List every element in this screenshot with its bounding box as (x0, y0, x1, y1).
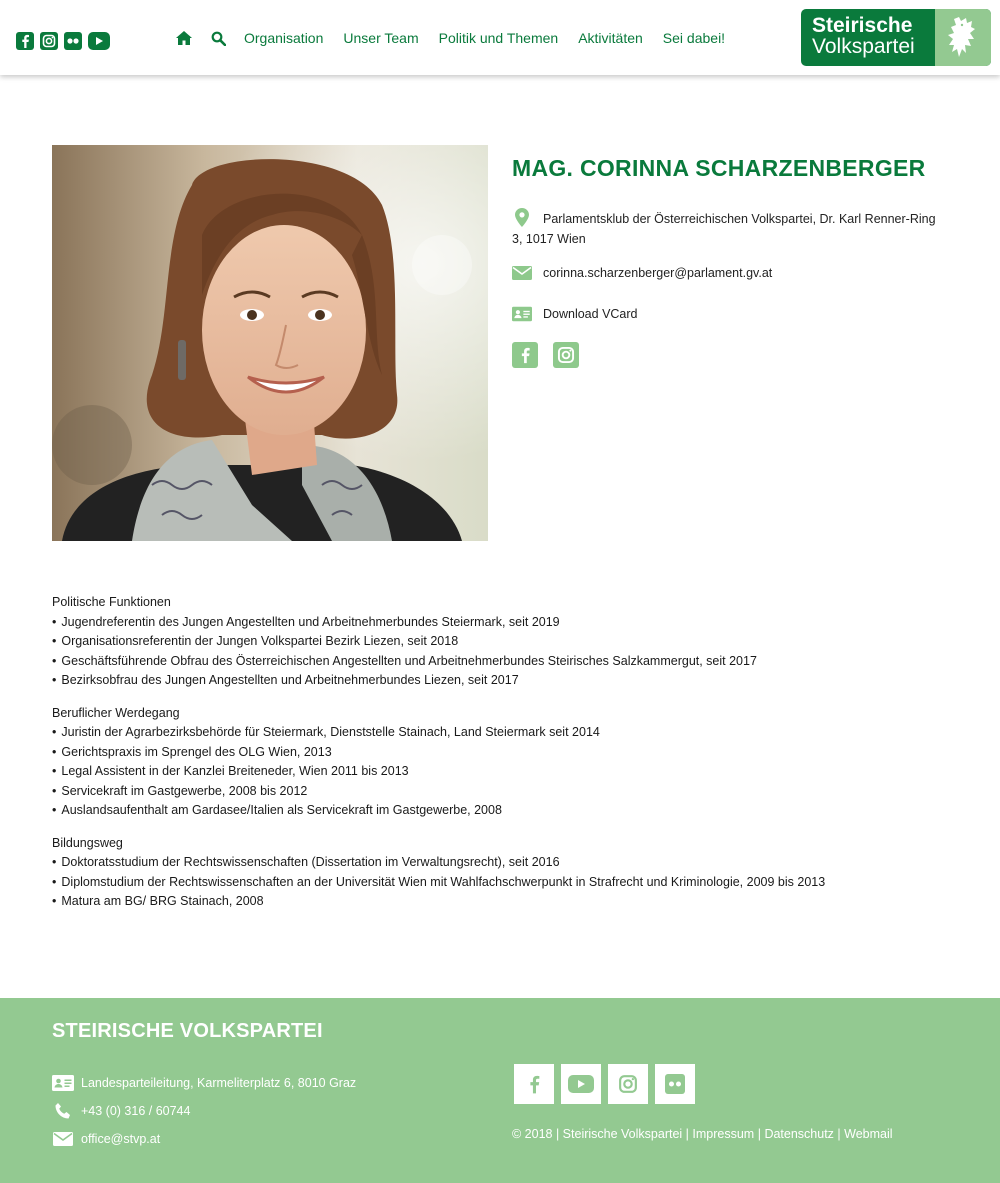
bio-list (52, 723, 952, 821)
datenschutz-link[interactable]: Datenschutz (764, 1127, 834, 1141)
bio-section-beruflicher-werdegang (52, 704, 952, 821)
nav-item-sei-dabei[interactable]: Sei dabei! (662, 30, 726, 46)
profile-social-links (512, 342, 942, 368)
bio-item: • Gerichtspraxis im Sprengel des OLG Wien, 2013 (52, 743, 952, 763)
footer-address (52, 1074, 356, 1092)
footer-links (512, 1127, 893, 1141)
instagram-icon[interactable] (40, 32, 58, 50)
footer-phone (52, 1102, 190, 1120)
webmail-link[interactable]: Webmail (844, 1127, 893, 1141)
impressum-link[interactable]: Impressum (692, 1127, 755, 1141)
facebook-icon[interactable] (16, 32, 34, 50)
flickr-icon[interactable] (64, 32, 82, 50)
bio-list (52, 853, 952, 912)
profile-vcard (512, 304, 942, 324)
bio-section-heading: Bildungsweg (52, 835, 123, 850)
map-pin-icon (512, 207, 532, 227)
nav-item-organisation[interactable]: Organisation (244, 30, 324, 46)
footer-address-text: Landesparteileitung, Karmeliterplatz 6, 8010 Graz (81, 1076, 357, 1090)
logo-line-2: Volkspartei (812, 35, 915, 58)
id-card-icon (52, 1074, 74, 1092)
youtube-icon[interactable] (561, 1064, 601, 1104)
footer-separator: | (757, 1127, 761, 1141)
nav-item-unser-team[interactable]: Unser Team (343, 30, 419, 46)
instagram-icon[interactable] (553, 342, 579, 368)
bio-item: • Jugendreferentin des Jungen Angestellten und Arbeitnehmerbundes Steiermark, seit 2019 (52, 613, 952, 633)
bio-item: • Doktoratsstudium der Rechtswissenschaften (Dissertation im Verwaltungsrecht), seit 2016 (52, 853, 952, 873)
footer-email (52, 1130, 160, 1148)
profile-name: MAG. CORINNA SCHARZENBERGER (512, 155, 926, 181)
bio-item: • Geschäftsführende Obfrau des Österreichischen Angestellten und Arbeitnehmerbundes Steirisches Salzkammergut, seit 2017 (52, 652, 952, 672)
main-navigation (176, 29, 745, 47)
profile-email-link[interactable]: corinna.scharzenberger@parlament.gv.at (543, 266, 773, 280)
bio-item: • Bezirksobfrau des Jungen Angestellten und Arbeitnehmerbundes Liezen, seit 2017 (52, 671, 952, 691)
profile-email (512, 263, 942, 283)
youtube-icon[interactable] (88, 32, 110, 50)
envelope-icon (512, 263, 532, 283)
site-header (0, 0, 1000, 75)
id-card-icon (512, 304, 532, 324)
bio-section-politische-funktionen (52, 593, 952, 691)
instagram-icon[interactable] (608, 1064, 648, 1104)
bio-section-heading: Beruflicher Werdegang (52, 705, 180, 720)
bio-item: • Legal Assistent in der Kanzlei Breiteneder, Wien 2011 bis 2013 (52, 762, 952, 782)
site-footer (0, 998, 1000, 1183)
header-social-links (16, 32, 110, 50)
phone-icon (52, 1102, 74, 1120)
panther-crest-icon (935, 9, 991, 66)
profile-address (512, 209, 942, 249)
bio-item: • Auslandsaufenthalt am Gardasee/Italien als Servicekraft im Gastgewerbe, 2008 (52, 801, 952, 821)
bio-item: • Servicekraft im Gastgewerbe, 2008 bis 2012 (52, 782, 952, 802)
footer-phone-link[interactable]: +43 (0) 316 / 60744 (81, 1104, 191, 1118)
home-icon[interactable] (176, 29, 192, 47)
search-icon[interactable] (210, 29, 226, 47)
footer-email-link[interactable]: office@stvp.at (81, 1132, 161, 1146)
bio-list (52, 613, 952, 691)
bio-section-heading: Politische Funktionen (52, 595, 171, 609)
copyright-text: © 2018 | Steirische Volkspartei (512, 1127, 683, 1141)
bio-item: • Juristin der Agrarbezirksbehörde für Steiermark, Dienststelle Stainach, Land Steiermark seit 2014 (52, 723, 952, 743)
footer-separator: | (837, 1127, 841, 1141)
profile-info (512, 155, 942, 368)
nav-item-aktivitaeten[interactable]: Aktivitäten (578, 30, 643, 46)
bio-item: • Organisationsreferentin der Jungen Volkspartei Bezirk Liezen, seit 2018 (52, 632, 952, 652)
flickr-icon[interactable] (655, 1064, 695, 1104)
facebook-icon[interactable] (512, 342, 538, 368)
bio-section-bildungsweg (52, 834, 952, 912)
bio-item: • Diplomstudium der Rechtswissenschaften an der Universität Wien mit Wahlfachschwerpunkt in Strafrecht und Kriminologie, 2009 bis 2013 (52, 873, 952, 893)
logo-wordmark (812, 15, 915, 57)
download-vcard-link[interactable]: Download VCard (543, 307, 638, 321)
profile-address-text: Parlamentsklub der Österreichischen Volkspartei, Dr. Karl Renner-Ring 3, 1017 Wien (512, 212, 936, 246)
biography (52, 593, 952, 925)
footer-title: STEIRISCHE VOLKSPARTEI (52, 1020, 323, 1042)
logo-line-1: Steirische (812, 14, 913, 37)
nav-item-politik-und-themen[interactable]: Politik und Themen (438, 30, 559, 46)
footer-social-links (514, 1064, 695, 1104)
bio-item: • Matura am BG/ BRG Stainach, 2008 (52, 892, 952, 912)
site-logo[interactable] (801, 9, 991, 66)
profile-photo (52, 145, 488, 541)
facebook-icon[interactable] (514, 1064, 554, 1104)
footer-separator: | (685, 1127, 689, 1141)
envelope-icon (52, 1130, 74, 1148)
